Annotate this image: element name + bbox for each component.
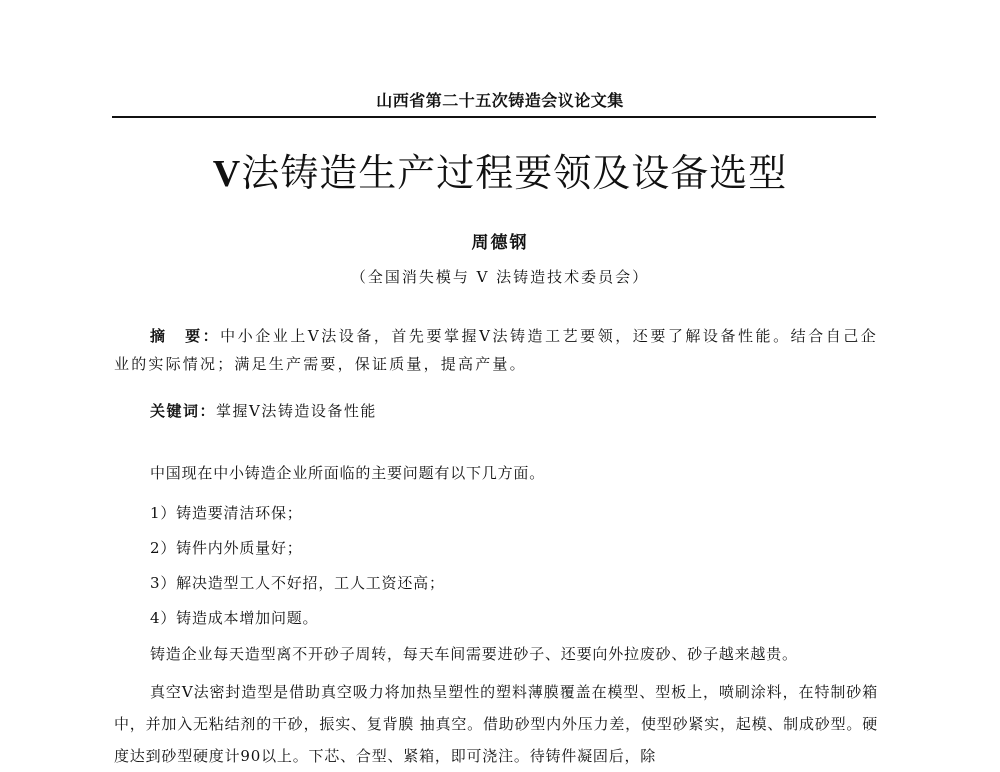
keywords-label: 关键词： [150,402,217,420]
paper-title [0,142,1000,197]
keywords-text: 掌握V法铸造设备性能 [216,402,377,420]
abstract-text: 中小企业上V法设备，首先要掌握V法铸造工艺要领，还要了解设备性能。结合自己企业的实际情况；满足生产需要，保证质量，提高产量。 [114,327,878,373]
body-paragraph-vprocess: 真空V法密封造型是借助真空吸力将加热呈塑性的塑料薄膜覆盖在模型、型板上，喷刷涂料，在特制砂箱中，并加入无粘结剂的干砂，振实、复背膜 抽真空。借助砂型内外压力差，使型砂紧实，起模、制成砂型。硬度达到砂型硬度计90以上。下芯、合型、紧箱，即可浇注。待铸件凝固后，除 [114,683,878,765]
title-prefix: V [212,153,242,195]
list-item: 4）铸造成本增加问题。 [150,609,319,627]
abstract [114,322,878,378]
running-header: 山西省第二十五次铸造会议论文集 [376,91,624,110]
body-paragraph-sand: 铸造企业每天造型离不开砂子周转，每天车间需要进砂子、还要向外拉废砂、砂子越来越贵。 [150,645,798,663]
author-affiliation: （全国消失模与 V 法铸造技术委员会） [350,268,650,286]
title-text: 法铸造生产过程要领及设备选型 [241,151,788,195]
list-item: 1）铸造要清洁环保； [150,504,303,522]
author-name: 周德钢 [471,233,529,253]
intro-paragraph: 中国现在中小铸造企业所面临的主要问题有以下几方面。 [150,464,546,482]
list-item: 3）解决造型工人不好招，工人工资还高； [150,574,445,592]
header-rule [112,116,876,118]
list-item: 2）铸件内外质量好； [150,539,303,557]
abstract-label: 摘 要： [150,327,221,345]
keywords [114,397,878,425]
